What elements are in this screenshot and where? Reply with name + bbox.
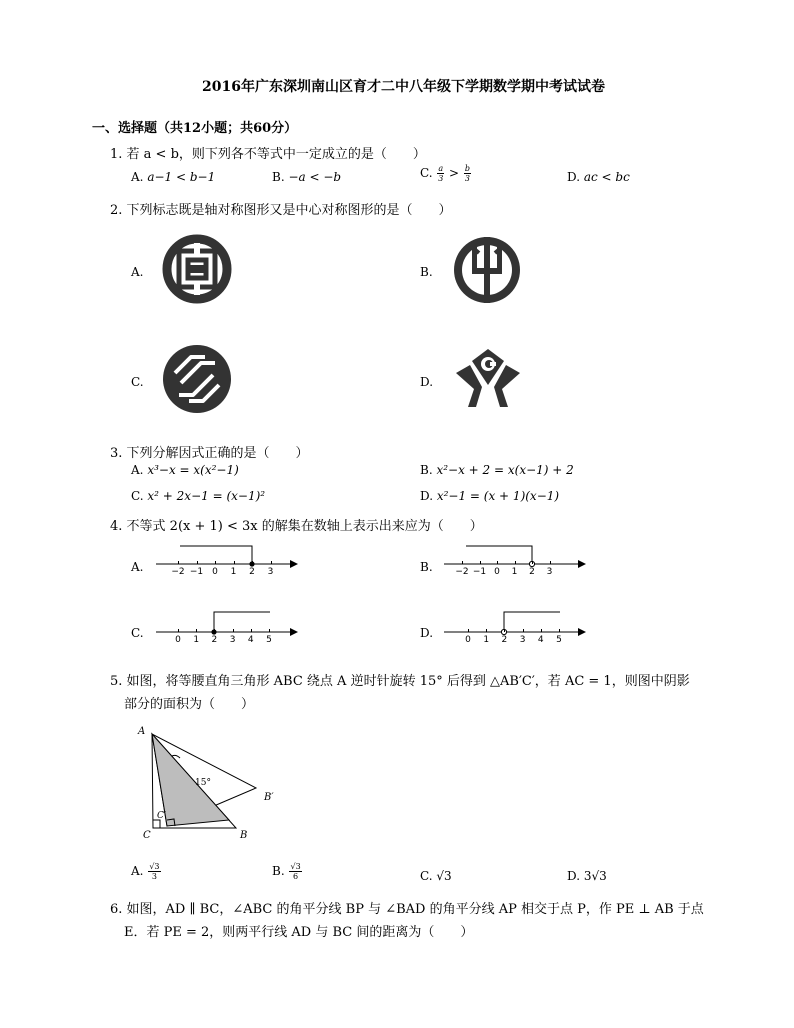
q3-option-a[interactable]: A. x³−x = x(x²−1) — [131, 463, 239, 477]
axis-tick — [178, 561, 179, 564]
axis-tick — [252, 561, 253, 564]
axis-tick-label: 2 — [211, 635, 218, 645]
q5-triangle-figure — [136, 724, 296, 846]
axis-tick-label: 3 — [546, 567, 553, 577]
rural-credit-logo-icon[interactable] — [452, 345, 524, 411]
china-mobile-logo-icon[interactable] — [161, 343, 233, 415]
q2-option-c-label[interactable]: C. — [131, 375, 144, 389]
axis-tick-label: 3 — [229, 635, 236, 645]
axis-tick-label: 5 — [266, 635, 272, 645]
page-title: 2016年广东深圳南山区育才二中八年级下学期数学期中考试试卷 — [202, 79, 605, 95]
axis-tick-label: 3 — [519, 635, 526, 645]
axis-tick-label: 1 — [230, 567, 237, 577]
axis-tick-label: 2 — [501, 635, 508, 645]
fraction-b-over-3: $\frac{b}{3}$ — [464, 164, 471, 183]
axis-tick — [234, 561, 235, 564]
question-5-stem-line2: 部分的面积为（ ） — [124, 697, 255, 712]
axis-tick — [215, 561, 216, 564]
question-4-stem: 4. 不等式 2(x + 1) < 3x 的解集在数轴上表示出来应为（ ） — [110, 519, 483, 534]
question-5-stem-line1: 5. 如图，将等腰直角三角形 ABC 绕点 A 逆时针旋转 15° 后得到 △AB′C′，若 AC = 1，则图中阴影 — [110, 674, 690, 689]
q4-option-d-label[interactable]: D. — [420, 626, 434, 640]
question-3-stem: 3. 下列分解因式正确的是（ ） — [110, 446, 309, 461]
axis-tick-label: 2 — [249, 567, 255, 577]
q1-option-c[interactable]: C. $\frac{a}{3}$ > $\frac{b}{3}$ — [420, 164, 471, 183]
q2-option-a-label[interactable]: A. — [131, 265, 144, 279]
q5-option-a[interactable]: A. $\frac{√3}{3}$ — [131, 862, 160, 881]
axis-tick — [480, 561, 481, 564]
axis-tick-label: −1 — [189, 567, 204, 577]
q1-option-d[interactable]: D. ac < bc — [567, 170, 630, 184]
q5-label-c: C — [143, 830, 151, 841]
axis-tick — [178, 629, 179, 632]
q5-option-c[interactable]: C. √3 — [420, 869, 452, 883]
axis-tick-label: 5 — [556, 635, 562, 645]
axis-tick-label: 1 — [511, 567, 518, 577]
q5-label-a: A — [138, 726, 146, 737]
axis-tick — [233, 629, 234, 632]
q5-label-b: B — [240, 830, 248, 841]
axis-tick — [532, 561, 533, 564]
axis-tick-label: 4 — [247, 635, 254, 645]
axis-tick — [486, 629, 487, 632]
q3-option-d[interactable]: D. x²−1 = (x + 1)(x−1) — [420, 489, 560, 503]
q1-option-b[interactable]: B. −a < −b — [272, 170, 342, 184]
q5-option-d[interactable]: D. 3√3 — [567, 869, 607, 883]
q2-option-b-label[interactable]: B. — [420, 265, 433, 279]
axis-tick — [523, 629, 524, 632]
axis-tick — [251, 629, 252, 632]
axis-tick — [559, 629, 560, 632]
axis-tick — [214, 629, 215, 632]
axis-tick-label: 2 — [529, 567, 535, 577]
axis-tick-label: 3 — [267, 567, 274, 577]
axis-tick-label: −2 — [171, 567, 185, 577]
fraction-root3-over-3: $\frac{√3}{3}$ — [149, 862, 160, 881]
axis-tick — [269, 629, 270, 632]
q4-option-c-label[interactable]: C. — [131, 626, 144, 640]
question-2-stem: 2. 下列标志既是轴对称图形又是中心对称图形的是（ ） — [110, 203, 452, 218]
axis-tick — [541, 629, 542, 632]
q2-option-d-label[interactable]: D. — [420, 375, 434, 389]
axis-tick-label: −2 — [455, 567, 469, 577]
q5-angle-label: 15° — [195, 778, 211, 788]
axis-tick — [197, 561, 198, 564]
q5-label-c-prime: C′ — [157, 811, 166, 821]
q4-number-line-a[interactable] — [150, 540, 310, 586]
section-heading: 一、选择题（共12小题；共60分） — [92, 121, 298, 136]
icbc-logo-icon[interactable] — [161, 233, 233, 305]
axis-tick — [468, 629, 469, 632]
q5-option-b[interactable]: B. $\frac{√3}{6}$ — [272, 862, 301, 881]
q5-label-b-prime: B′ — [264, 792, 274, 803]
question-6-stem-line2: E．若 PE = 2，则两平行线 AD 与 BC 间的距离为（ ） — [124, 925, 474, 940]
q3-option-c[interactable]: C. x² + 2x−1 = (x−1)² — [131, 489, 266, 503]
question-6-stem-line1: 6. 如图，AD ∥ BC，∠ABC 的角平分线 BP 与 ∠BAD 的角平分线 AP 相交于点 P，作 PE ⊥ AB 于点 — [110, 902, 704, 917]
axis-tick-label: −1 — [472, 567, 487, 577]
axis-tick — [196, 629, 197, 632]
fraction-root3-over-6: $\frac{√3}{6}$ — [290, 862, 301, 881]
axis-tick-label: 0 — [212, 567, 218, 577]
axis-tick — [515, 561, 516, 564]
q4-option-b-label[interactable]: B. — [420, 560, 433, 574]
axis-tick — [504, 629, 505, 632]
axis-tick-label: 0 — [175, 635, 181, 645]
axis-tick — [497, 561, 498, 564]
axis-tick-label: 0 — [494, 567, 500, 577]
fraction-a-over-3: $\frac{a}{3}$ — [438, 164, 444, 183]
axis-tick-label: 1 — [483, 635, 490, 645]
q3-option-b[interactable]: B. x²−x + 2 = x(x−1) + 2 — [420, 463, 574, 477]
axis-tick-label: 0 — [465, 635, 471, 645]
q1-option-a[interactable]: A. a−1 < b−1 — [131, 170, 216, 184]
axis-tick-label: 1 — [193, 635, 200, 645]
axis-tick-label: 4 — [537, 635, 544, 645]
abc-bank-logo-icon[interactable] — [450, 233, 524, 307]
axis-tick — [462, 561, 463, 564]
axis-tick — [271, 561, 272, 564]
question-1-stem: 1. 若 a < b，则下列各不等式中一定成立的是（ ） — [110, 147, 426, 162]
axis-tick — [550, 561, 551, 564]
q4-option-a-label[interactable]: A. — [131, 560, 144, 574]
